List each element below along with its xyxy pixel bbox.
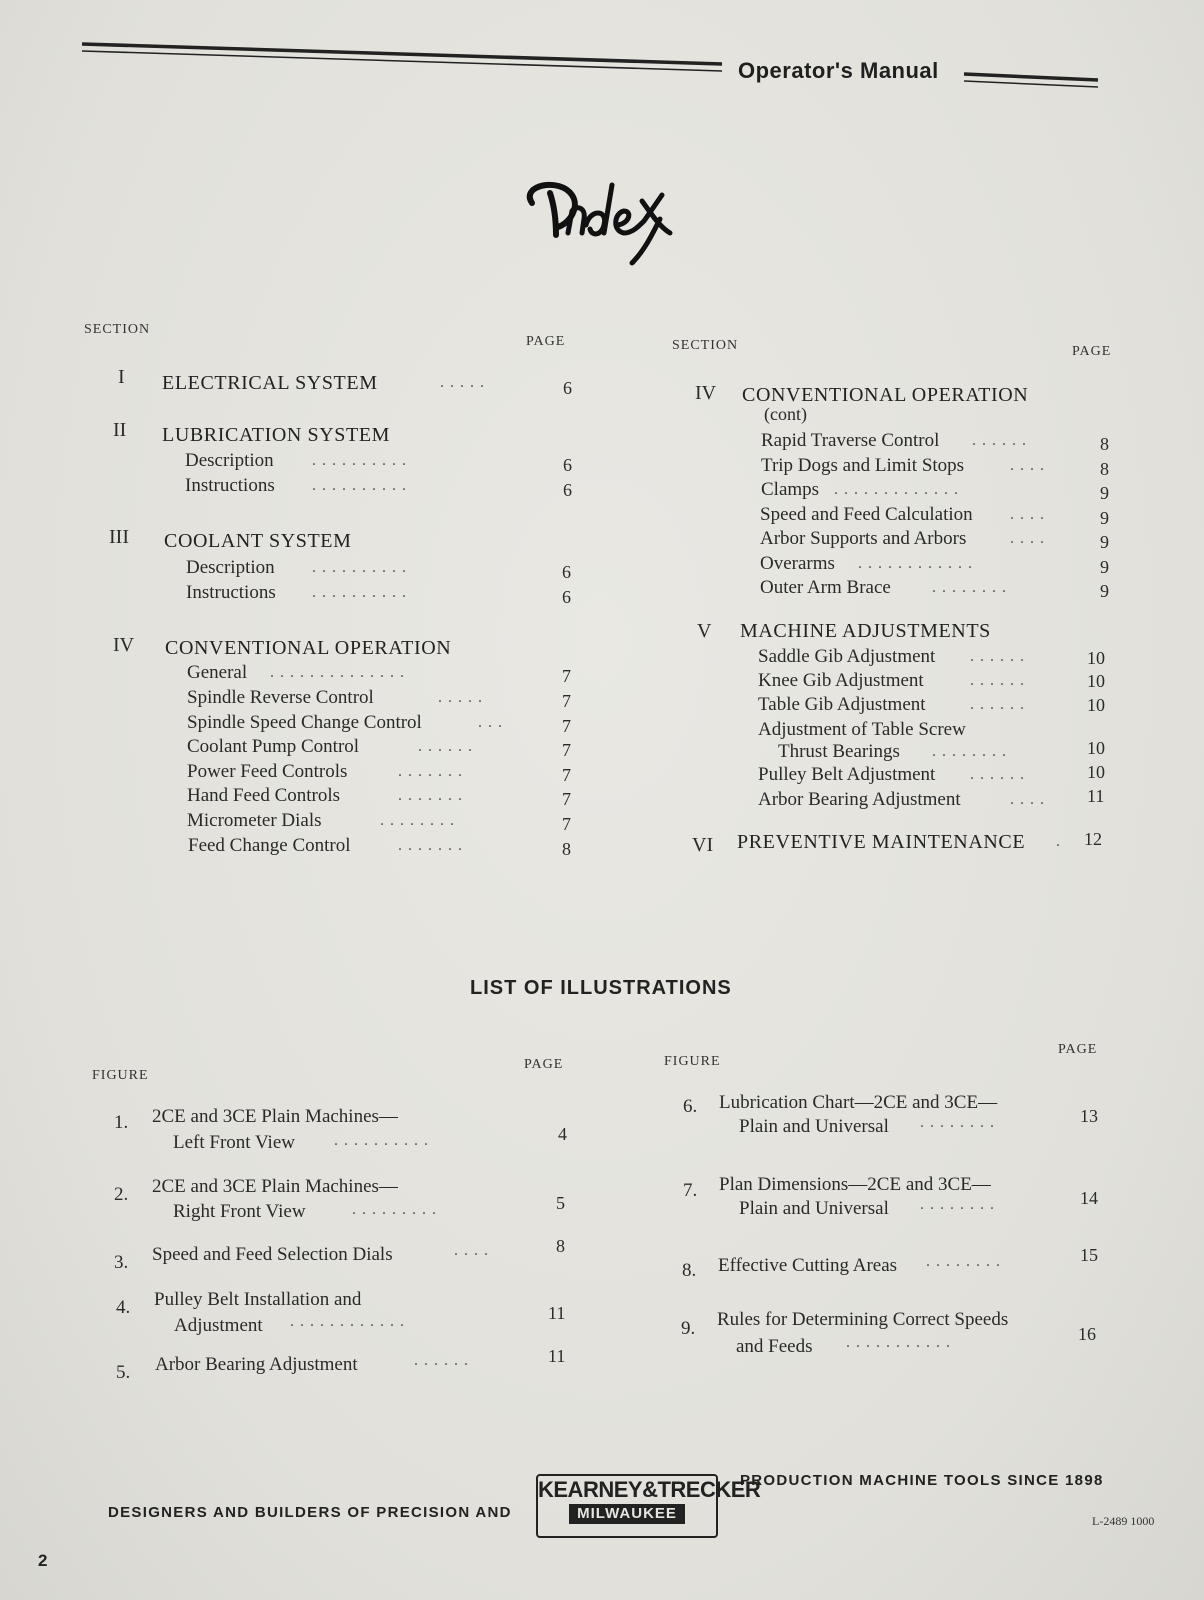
dot-leader: ....: [1010, 506, 1050, 523]
index-entry: Overarms: [760, 553, 835, 574]
index-entry: Instructions: [186, 582, 276, 603]
index-entry: Adjustment of Table Screw: [758, 719, 966, 740]
section-number: II: [113, 419, 127, 441]
page-ref: 10: [1087, 671, 1105, 691]
dot-leader: ........: [932, 743, 1012, 760]
page-ref: 4: [558, 1124, 567, 1144]
figure-title-continued: Right Front View: [173, 1201, 306, 1222]
page-ref: 9: [1100, 532, 1109, 552]
figure-title: Lubrication Chart—2CE and 3CE—: [719, 1092, 998, 1113]
index-entry: Spindle Speed Change Control: [187, 712, 422, 733]
page-ref: 10: [1087, 648, 1105, 668]
index-entry: Description: [185, 450, 274, 471]
dot-leader: ......: [970, 696, 1030, 713]
page-ref: 6: [562, 587, 571, 607]
figure-title-continued: Left Front View: [173, 1132, 295, 1153]
dot-leader: ......: [972, 432, 1032, 449]
page-ref: 15: [1080, 1245, 1098, 1265]
figure-title: Plan Dimensions—2CE and 3CE—: [719, 1174, 991, 1195]
figure-title-continued: Adjustment: [174, 1315, 263, 1336]
index-entry: Rapid Traverse Control: [761, 430, 940, 451]
page-ref: 7: [562, 716, 571, 736]
dot-leader: .....: [438, 689, 488, 706]
index-entry: Spindle Reverse Control: [187, 687, 374, 708]
page-ref: 7: [562, 765, 571, 785]
page-ref: 10: [1087, 695, 1105, 715]
figure-number: 1.: [114, 1112, 129, 1133]
page-ref: 8: [562, 839, 571, 859]
page-ref: 10: [1087, 738, 1105, 758]
section-title: CONVENTIONAL OPERATION: [742, 384, 1029, 406]
section-title: PREVENTIVE MAINTENANCE: [737, 831, 1026, 853]
page-ref: 11: [548, 1303, 566, 1323]
figure-title-continued: Plain and Universal: [739, 1116, 889, 1137]
page-ref: 6: [563, 378, 572, 398]
index-entry: Hand Feed Controls: [187, 785, 341, 806]
section-title: MACHINE ADJUSTMENTS: [740, 620, 991, 642]
dot-leader: ............: [290, 1313, 410, 1330]
page-ref: 16: [1078, 1324, 1096, 1344]
dot-leader: ........: [932, 579, 1012, 596]
page-header-right: PAGE: [1072, 344, 1112, 359]
page-ref: 7: [562, 666, 571, 686]
dot-leader: ..........: [312, 584, 412, 601]
page-ref: 8: [1100, 459, 1109, 479]
figure-number: 3.: [114, 1252, 129, 1273]
footer-left-text: DESIGNERS AND BUILDERS OF PRECISION AND: [108, 1504, 512, 1521]
section-number: III: [109, 526, 129, 548]
dot-leader: .........: [352, 1201, 442, 1218]
logo-name: KEARNEY&TRECKER: [538, 1477, 761, 1502]
index-entry: Pulley Belt Adjustment: [758, 764, 936, 785]
dot-leader: ......: [970, 672, 1030, 689]
figure-title-continued: and Feeds: [736, 1336, 813, 1357]
page-ref: 7: [562, 814, 571, 834]
dot-leader: ........: [926, 1253, 1006, 1270]
index-entry: Micrometer Dials: [187, 810, 322, 831]
page-ref: 8: [556, 1236, 565, 1256]
dot-leader: ..............: [270, 664, 410, 681]
section-subtitle: (cont): [764, 404, 807, 424]
page-ref: 9: [1100, 581, 1109, 601]
footer-right-text: PRODUCTION MACHINE TOOLS SINCE 1898: [740, 1472, 1104, 1489]
dot-leader: ....: [454, 1242, 494, 1259]
page-ref: 6: [563, 455, 572, 475]
figure-number: 2.: [114, 1184, 129, 1205]
figure-number: 8.: [682, 1260, 697, 1281]
page-ref: 7: [562, 691, 571, 711]
dot-leader: .......: [398, 763, 468, 780]
dot-leader: ......: [414, 1352, 474, 1369]
section-title: CONVENTIONAL OPERATION: [165, 637, 452, 659]
dot-leader: .............: [834, 481, 964, 498]
index-entry: Trip Dogs and Limit Stops: [761, 455, 965, 476]
dot-leader: .......: [398, 837, 468, 854]
figure-number: 5.: [116, 1362, 131, 1383]
index-entry: Speed and Feed Calculation: [760, 504, 973, 525]
page-ref: 9: [1100, 483, 1109, 503]
section-number: VI: [692, 834, 714, 856]
index-entry: Clamps: [761, 479, 820, 500]
figure-header-right: FIGURE: [664, 1054, 721, 1069]
index-entry: Knee Gib Adjustment: [758, 670, 924, 691]
figure-title: Arbor Bearing Adjustment: [155, 1354, 358, 1375]
figure-number: 9.: [681, 1318, 696, 1339]
index-title-logo: [520, 175, 690, 275]
page-ref: 14: [1080, 1188, 1098, 1208]
page-ref: 12: [1084, 829, 1102, 849]
index-entry: Power Feed Controls: [187, 761, 348, 782]
figure-title: Speed and Feed Selection Dials: [152, 1244, 393, 1265]
figure-title: 2CE and 3CE Plain Machines—: [152, 1106, 398, 1127]
figure-title-continued: Plain and Universal: [739, 1198, 889, 1219]
page-header-right: PAGE: [1058, 1042, 1098, 1057]
page-ref: 7: [562, 740, 571, 760]
dot-leader: ....: [1010, 791, 1050, 808]
index-entry: Arbor Supports and Arbors: [760, 528, 967, 549]
page-ref: 7: [562, 789, 571, 809]
page-ref: 9: [1100, 508, 1109, 528]
figure-number: 4.: [116, 1297, 131, 1318]
page-ref: 11: [1087, 786, 1105, 806]
page-ref: 10: [1087, 762, 1105, 782]
page-ref: 5: [556, 1193, 565, 1213]
page-ref: 6: [562, 562, 571, 582]
dot-leader: ...: [478, 714, 508, 731]
header-rule: [82, 38, 1122, 98]
index-entry: Arbor Bearing Adjustment: [758, 789, 961, 810]
dot-leader: ....: [1010, 457, 1050, 474]
document-number: L-2489 1000: [1092, 1514, 1155, 1528]
page-header-left: PAGE: [526, 334, 566, 349]
page-number: 2: [38, 1551, 48, 1570]
dot-leader: ............: [858, 555, 978, 572]
index-entry: Feed Change Control: [188, 835, 351, 856]
dot-leader: .......: [398, 787, 468, 804]
dot-leader: ......: [970, 766, 1030, 783]
header-title: Operator's Manual: [738, 58, 939, 83]
section-title: ELECTRICAL SYSTEM: [162, 372, 378, 394]
dot-leader: ..........: [312, 452, 412, 469]
section-number: V: [697, 620, 712, 642]
page-header-left: PAGE: [524, 1057, 564, 1072]
kearney-trecker-logo: [536, 1474, 761, 1538]
section-number: IV: [695, 382, 717, 404]
section-title: LUBRICATION SYSTEM: [162, 424, 391, 446]
logo-city: MILWAUKEE: [569, 1504, 685, 1524]
dot-leader: ...........: [846, 1334, 956, 1351]
index-entry-continued: Thrust Bearings: [778, 741, 900, 762]
dot-leader: ..........: [312, 559, 412, 576]
figure-title: 2CE and 3CE Plain Machines—: [152, 1176, 398, 1197]
dot-leader: ........: [920, 1196, 1000, 1213]
section-number: IV: [113, 634, 135, 656]
page-ref: 13: [1080, 1106, 1098, 1126]
page-ref: 11: [548, 1346, 566, 1366]
dot-leader: ....: [1010, 530, 1050, 547]
section-header-left: SECTION: [84, 322, 151, 337]
index-entry: General: [187, 662, 248, 683]
index-entry: Table Gib Adjustment: [758, 694, 926, 715]
illustrations-title: LIST OF ILLUSTRATIONS: [470, 977, 732, 999]
dot-leader: ......: [970, 648, 1030, 665]
page-ref: 9: [1100, 557, 1109, 577]
section-title: COOLANT SYSTEM: [164, 530, 352, 552]
index-entry: Description: [186, 557, 275, 578]
dot-leader: .: [1056, 833, 1066, 850]
figure-number: 7.: [683, 1180, 698, 1201]
figure-title: Effective Cutting Areas: [718, 1255, 898, 1276]
figure-header-left: FIGURE: [92, 1068, 149, 1083]
figure-number: 6.: [683, 1096, 698, 1117]
dot-leader: ........: [380, 812, 460, 829]
figure-title: Pulley Belt Installation and: [154, 1289, 362, 1310]
dot-leader: ..........: [334, 1132, 434, 1149]
index-entry: Outer Arm Brace: [760, 577, 891, 598]
figure-title: Rules for Determining Correct Speeds: [717, 1309, 1009, 1330]
section-header-right: SECTION: [672, 338, 739, 353]
dot-leader: ......: [418, 738, 478, 755]
section-number: I: [118, 366, 125, 388]
dot-leader: ..........: [312, 477, 412, 494]
index-entry: Saddle Gib Adjustment: [758, 646, 936, 667]
page-ref: 8: [1100, 434, 1109, 454]
index-entry: Instructions: [185, 475, 275, 496]
dot-leader: ........: [920, 1114, 1000, 1131]
index-entry: Coolant Pump Control: [187, 736, 360, 757]
dot-leader: .....: [440, 374, 490, 391]
page-ref: 6: [563, 480, 572, 500]
